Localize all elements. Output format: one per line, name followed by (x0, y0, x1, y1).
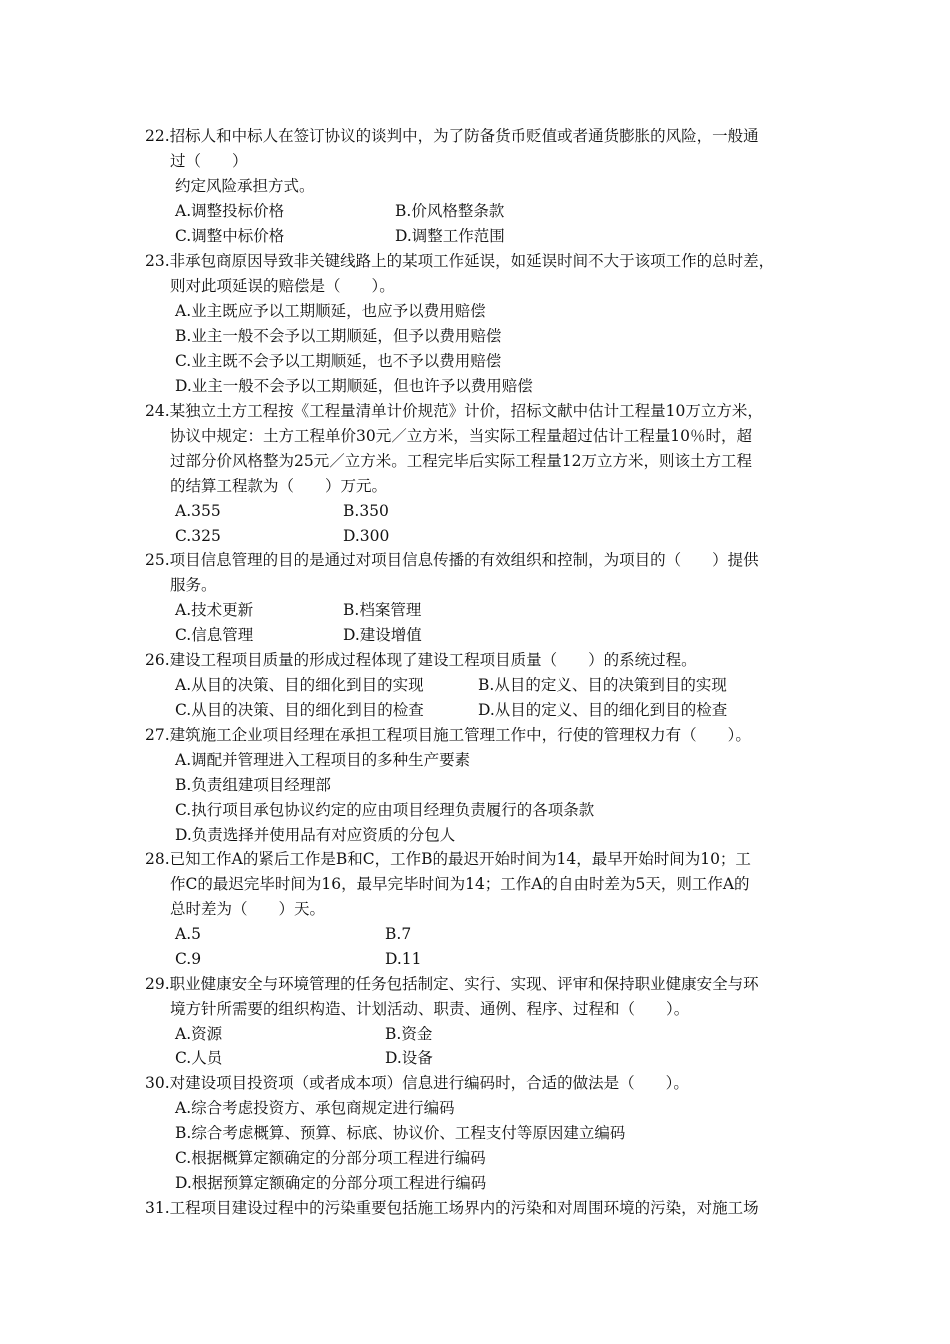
question-31-line-1: 31.工程项目建设过程中的污染重要包括施工场界内的污染和对周围环境的污染，对施工场 (145, 1199, 759, 1217)
question-28-line-3: 总时差为（ ）天。 (170, 900, 326, 918)
question-22-option-a: A.调整投标价格 (175, 202, 285, 220)
question-24-option-a: A.355 (175, 502, 221, 520)
question-28-line-1: 28.已知工作A的紧后工作是B和C，工作B的最迟开始时间为14，最早开始时间为10；工 (145, 850, 751, 868)
question-26-line-1: 26.建设工程项目质量的形成过程体现了建设工程项目质量（ ）的系统过程。 (145, 651, 697, 669)
question-30-option-b: B.综合考虑概算、预算、标底、协议价、工程支付等原因建立编码 (175, 1124, 626, 1142)
question-24-line-3: 过部分价风格整为25元／立方米。工程完毕后实际工程量12万立方米，则该土方工程 (170, 452, 752, 470)
question-22-line-1: 22.招标人和中标人在签订协议的谈判中，为了防备货币贬值或者通货膨胀的风险，一般通 (145, 127, 759, 145)
question-24-line-2: 协议中规定：土方工程单价30元／立方米，当实际工程量超过估计工程量10％时，超 (170, 427, 752, 445)
question-22-option-d: D.调整工作范围 (395, 227, 505, 245)
question-30-option-d: D.根据预算定额确定的分部分项工程进行编码 (175, 1174, 487, 1192)
question-25-option-b: B.档案管理 (343, 601, 422, 619)
question-23-option-d: D.业主一般不会予以工期顺延，但也许予以费用赔偿 (175, 377, 533, 395)
question-28-option-a: A.5 (175, 925, 201, 943)
question-24-option-c: C.325 (175, 527, 221, 545)
question-26-option-b: B.从目的定义、目的决策到目的实现 (478, 676, 727, 694)
question-24-option-b: B.350 (343, 502, 389, 520)
question-29-option-d: D.设备 (385, 1049, 433, 1067)
question-23-line-1: 23.非承包商原因导致非关键线路上的某项工作延误，如延误时间不大于该项工作的总时差， (145, 252, 775, 270)
question-29-option-a: A.资源 (175, 1025, 223, 1043)
question-25-line-1: 25.项目信息管理的目的是通过对项目信息传播的有效组织和控制，为项目的（ ）提供 (145, 551, 759, 569)
question-25-option-a: A.技术更新 (175, 601, 254, 619)
question-23-line-2: 则对此项延误的赔偿是（ ）。 (170, 277, 395, 295)
question-29-line-1: 29.职业健康安全与环境管理的任务包括制定、实行、实现、评审和保持职业健康安全与环 (145, 975, 759, 993)
question-30-line-1: 30.对建设项目投资项（或者成本项）信息进行编码时，合适的做法是（ ）。 (145, 1074, 689, 1092)
question-27-option-c: C.执行项目承包协议约定的应由项目经理负责履行的各项条款 (175, 801, 595, 819)
question-29-option-b: B.资金 (385, 1025, 433, 1043)
question-27-option-b: B.负责组建项目经理部 (175, 776, 331, 794)
question-29-option-c: C.人员 (175, 1049, 223, 1067)
question-23-option-c: C.业主既不会予以工期顺延，也不予以费用赔偿 (175, 352, 502, 370)
question-23-option-b: B.业主一般不会予以工期顺延，但予以费用赔偿 (175, 327, 502, 345)
question-22-line-3: 约定风险承担方式。 (175, 177, 315, 195)
question-24-option-d: D.300 (343, 527, 390, 545)
question-28-option-c: C.9 (175, 950, 202, 968)
question-27-option-d: D.负责选择并使用品有对应资质的分包人 (175, 826, 456, 844)
question-25-line-2: 服务。 (170, 576, 217, 594)
question-26-option-a: A.从目的决策、目的细化到目的实现 (175, 676, 424, 694)
question-27-option-a: A.调配并管理进入工程项目的多种生产要素 (175, 751, 471, 769)
question-23-option-a: A.业主既应予以工期顺延，也应予以费用赔偿 (175, 302, 486, 320)
question-30-option-c: C.根据概算定额确定的分部分项工程进行编码 (175, 1149, 486, 1167)
question-28-option-b: B.7 (385, 925, 412, 943)
question-24-line-4: 的结算工程款为（ ）万元。 (170, 477, 388, 495)
question-22-option-b: B.价风格整条款 (395, 202, 505, 220)
question-26-option-d: D.从目的定义、目的细化到目的检查 (478, 701, 728, 719)
question-25-option-c: C.信息管理 (175, 626, 254, 644)
question-28-line-2: 作C的最迟完毕时间为16，最早完毕时间为14；工作A的自由时差为5天，则工作A的 (170, 875, 750, 893)
question-29-line-2: 境方针所需要的组织构造、计划活动、职责、通例、程序、过程和（ ）。 (170, 1000, 690, 1018)
question-25-option-d: D.建设增值 (343, 626, 422, 644)
question-22-line-2: 过（ ） (170, 152, 248, 170)
question-26-option-c: C.从目的决策、目的细化到目的检查 (175, 701, 424, 719)
question-28-option-d: D.11 (385, 950, 422, 968)
question-27-line-1: 27.建筑施工企业项目经理在承担工程项目施工管理工作中，行使的管理权力有（ ）。 (145, 726, 751, 744)
question-22-option-c: C.调整中标价格 (175, 227, 285, 245)
question-24-line-1: 24.某独立土方工程按《工程量清单计价规范》计价，招标文献中估计工程量10万立方米， (145, 402, 763, 420)
question-30-option-a: A.综合考虑投资方、承包商规定进行编码 (175, 1099, 455, 1117)
